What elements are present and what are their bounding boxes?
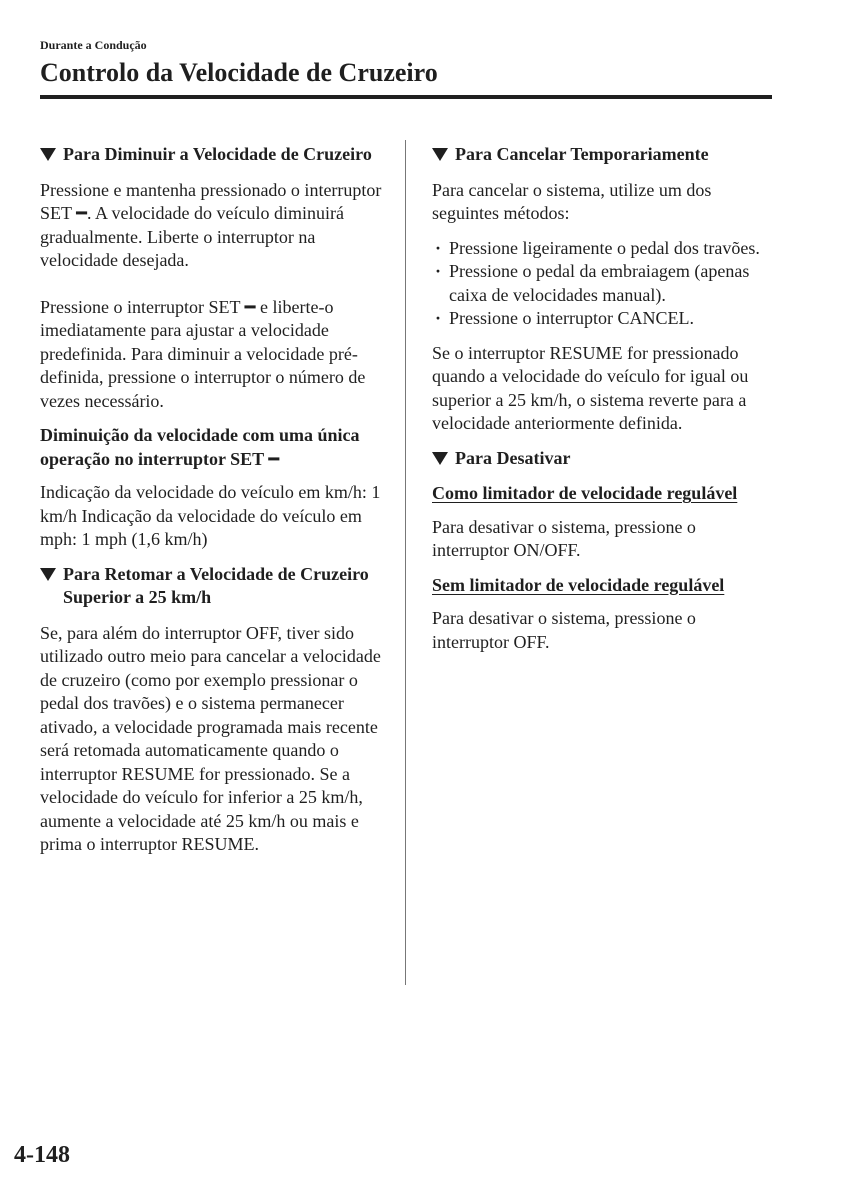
column-divider <box>405 140 406 985</box>
cancel-intro: Para cancelar o sistema, utilize um dos seguintes métodos: <box>432 179 712 223</box>
cancel-methods-list <box>432 237 777 331</box>
without-speed-limiter-para: Para desativar o sistema, pressione o interruptor OFF. <box>432 608 696 652</box>
heading-deactivate-text: Para Desativar <box>455 447 571 468</box>
decrease-para-1: Pressione e mantenha pressionado o interruptor SET ━. A velocidade do veículo diminuirá gradualmente. Liberte o interruptor na velocidade desejada. <box>40 179 382 270</box>
section-label: Durante a Condução <box>40 38 147 52</box>
list-item-text: Pressione o interruptor CANCEL. <box>449 308 694 328</box>
heading-deactivate <box>432 447 777 471</box>
heading-decrease-speed-text: Para Diminuir a Velocidade de Cruzeiro <box>63 144 372 164</box>
with-speed-limiter-para: Para desativar o sistema, pressione o interruptor ON/OFF. <box>432 516 696 560</box>
list-item-text: Pressione ligeiramente o pedal dos travões. <box>449 237 760 258</box>
list-item-text: Pressione o pedal da embraiagem (apenas caixa de velocidades manual). <box>449 261 750 305</box>
list-item <box>432 260 777 307</box>
heading-resume-speed <box>40 563 385 610</box>
heading-resume-speed-text: Para Retomar a Velocidade de Cruzeiro Superior a 25 km/h <box>63 563 369 607</box>
title-rule <box>40 95 772 99</box>
triangle-bullet-icon <box>40 148 56 161</box>
page-title: Controlo da Velocidade de Cruzeiro <box>40 58 438 87</box>
subheading-with-speed-limiter: Como limitador de velocidade regulável <box>432 483 738 503</box>
resume-para: Se, para além do interruptor OFF, tiver sido utilizado outro meio para cancelar a velocidade de cruzeiro (como por exemplo pressionar o pedal dos travões) e o sistema permanecer ativado, a velocidade programada mais recente será retomada automaticamente quando o interruptor RESUME for pressionado. Se a velocidade do veículo for inferior a 25 km/h, aumente a velocidade até 25 km/h ou mais e prima o interruptor RESUME. <box>40 622 381 854</box>
triangle-bullet-icon <box>432 452 448 465</box>
bullet-dot-icon: · <box>435 308 442 328</box>
single-operation-para: Indicação da velocidade do veículo em km/h: 1 km/h Indicação da velocidade do veículo em mph: 1 mph (1,6 km/h) <box>40 482 381 549</box>
triangle-bullet-icon <box>40 568 56 581</box>
heading-cancel-temporarily-text: Para Cancelar Temporariamente <box>455 144 709 164</box>
right-column <box>432 143 777 665</box>
heading-decrease-speed <box>40 143 385 167</box>
list-item <box>432 307 777 331</box>
subheading-without-speed-limiter: Sem limitador de velocidade regulável <box>432 574 725 595</box>
list-item <box>432 237 777 261</box>
triangle-bullet-icon <box>432 148 448 161</box>
bullet-dot-icon: · <box>435 261 442 281</box>
cancel-resume-para: Se o interruptor RESUME for pressionado quando a velocidade do veículo for igual ou superior a 25 km/h, o sistema reverte para a velocidade anteriormente definida. <box>432 342 749 433</box>
left-column <box>40 143 385 868</box>
page-number: 4-148 <box>14 1142 70 1168</box>
heading-cancel-temporarily <box>432 143 777 167</box>
bullet-dot-icon: · <box>435 237 442 258</box>
decrease-para-2: Pressione o interruptor SET ━ e liberte-o imediatamente para ajustar a velocidade predefinida. Para diminuir a velocidade pré-definida, pressione o interruptor o número de vezes necessário. <box>40 296 366 411</box>
subheading-single-operation: Diminuição da velocidade com uma única operação no interruptor SET ━ <box>40 425 360 469</box>
